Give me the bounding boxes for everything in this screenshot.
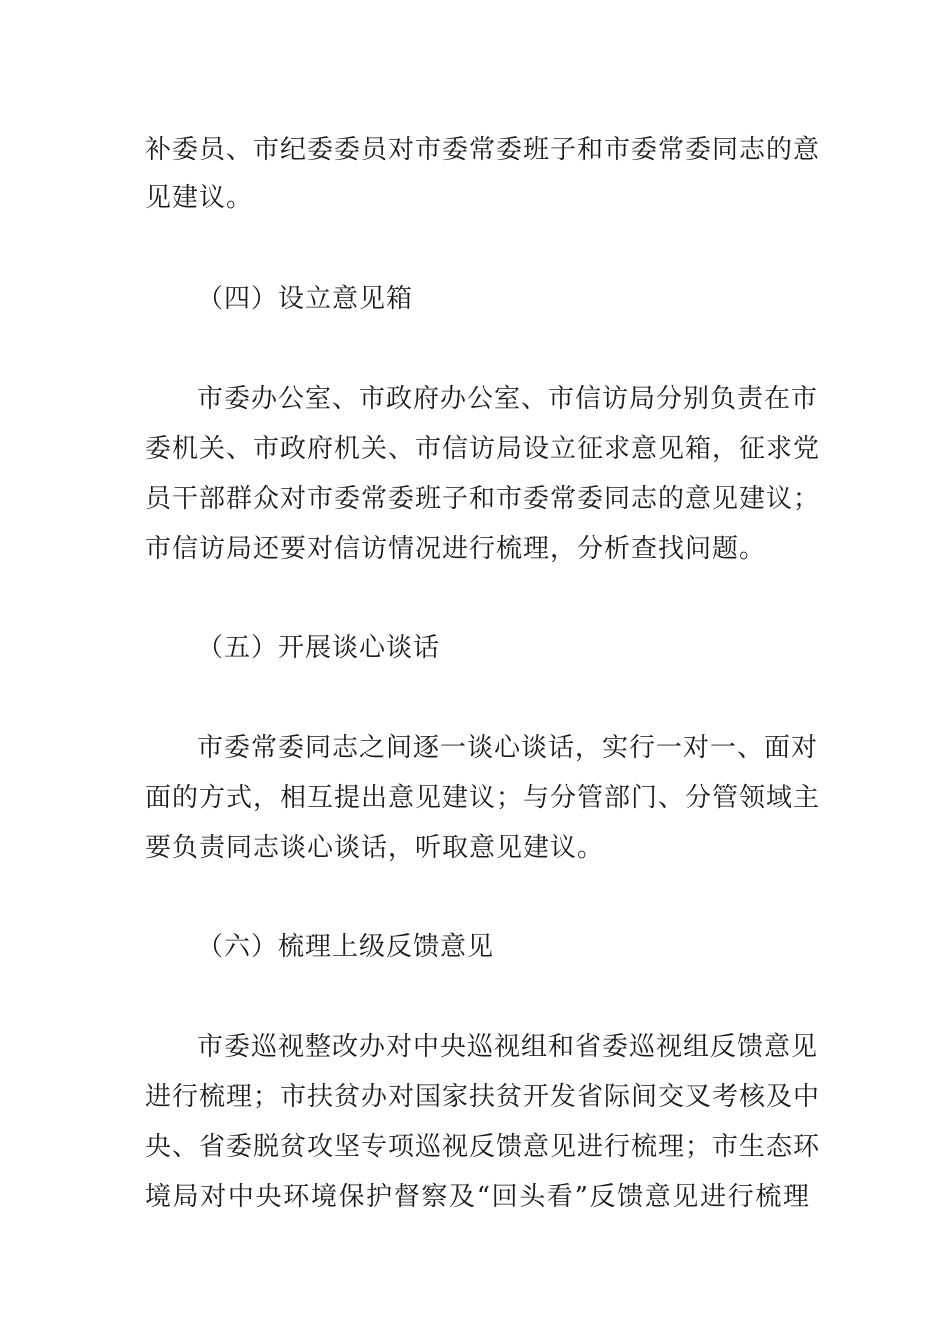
paragraph-line: 补委员、市纪委委员对市委常委班子和市委常委同志的意 [145,135,821,165]
paragraph-line: 市委办公室、市政府办公室、市信访局分别负责在市 [197,384,819,414]
section-heading-4: （四）设立意见箱 [197,284,414,314]
paragraph-line: 市委巡视整改办对中央巡视组和省委巡视组反馈意见 [197,1032,819,1062]
paragraph-line: 要负责同志谈心谈话，听取意见建议。 [145,833,605,863]
paragraph-line: 进行梳理；市扶贫办对国家扶贫开发省际间交叉考核及中 [145,1082,821,1112]
paragraph-line: 境局对中央环境保护督察及“回头看”反馈意见进行梳理 [145,1182,810,1212]
paragraph-line: 市委常委同志之间逐一谈心谈话，实行一对一、面对 [197,733,819,763]
section-heading-5: （五）开展谈心谈话 [197,633,441,663]
section-heading-6: （六）梳理上级反馈意见 [197,932,495,962]
paragraph-line: 委机关、市政府机关、市信访局设立征求意见箱，征求党 [145,434,821,464]
paragraph-line: 见建议。 [145,183,254,213]
paragraph-line: 员干部群众对市委常委班子和市委常委同志的意见建议； [145,484,821,514]
paragraph-line: 面的方式，相互提出意见建议；与分管部门、分管领域主 [145,783,821,813]
paragraph-line: 央、省委脱贫攻坚专项巡视反馈意见进行梳理；市生态环 [145,1132,821,1162]
paragraph-line: 市信访局还要对信访情况进行梳理，分析查找问题。 [145,534,767,564]
